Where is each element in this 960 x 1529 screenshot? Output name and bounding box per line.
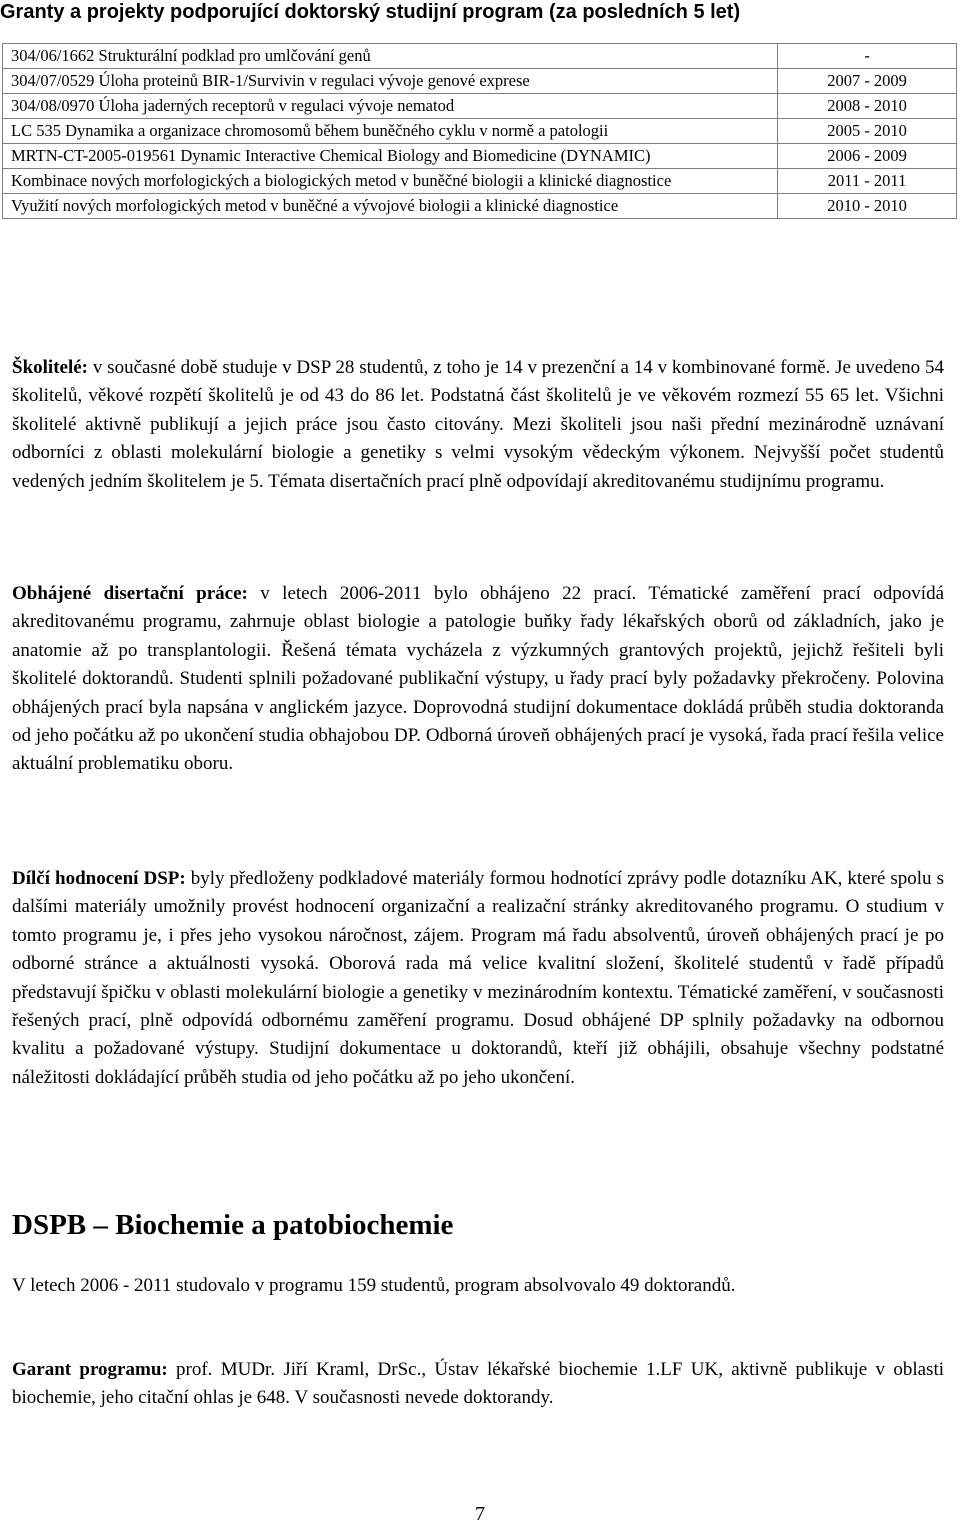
grant-name-cell: MRTN-CT-2005-019561 Dynamic Interactive Chemical Biology and Biomedicine (DYNAMIC) bbox=[3, 144, 778, 169]
grant-name-cell: 304/06/1662 Strukturální podklad pro umlčování genů bbox=[3, 44, 778, 69]
grant-years-cell: 2007 - 2009 bbox=[778, 69, 957, 94]
grant-name-cell: Kombinace nových morfologických a biologických metod v buněčné biologii a klinické diagnostice bbox=[3, 169, 778, 194]
garant-label: Garant programu: bbox=[12, 1359, 168, 1380]
garant-paragraph bbox=[12, 1356, 944, 1413]
obhajene-text: v letech 2006-2011 bylo obhájeno 22 prací. Tématické zaměření prací odpovídá akreditovanému programu, zahrnuje oblast biologie a patologie buňky řady lékařských oborů od základních, jako je anatomie až po transplantologii. Řešená témata vycházela z výzkumných grantových projektů, jejichž řešiteli byli školitelé doktorandů. Studenti splnili požadované publikační výstupy, u řady prací byly požadavky překročeny. Polovina obhájených prací byla napsána v anglickém jazyce. Doprovodná studijní dokumentace dokládá průběh studia doktoranda od jeho počátku až po ukončení studia obhajobou DP. Odborná úroveň obhájených prací je vysoká, řada prací řešila velice aktuální problematiku oboru. bbox=[12, 583, 944, 775]
grant-row bbox=[3, 194, 957, 219]
obhajene-paragraph bbox=[12, 580, 944, 779]
program-intro: V letech 2006 - 2011 studovalo v programu 159 studentů, program absolvovalo 49 doktorandů. bbox=[12, 1275, 736, 1296]
grant-row bbox=[3, 119, 957, 144]
grants-table bbox=[2, 43, 957, 219]
grants-heading: Granty a projekty podporující doktorský studijní program (za posledních 5 let) bbox=[0, 1, 741, 23]
grant-row bbox=[3, 69, 957, 94]
grant-years-cell: 2006 - 2009 bbox=[778, 144, 957, 169]
skolitele-paragraph bbox=[12, 354, 944, 496]
dilci-text: byly předloženy podkladové materiály formou hodnotící zprávy podle dotazníku AK, které spolu s dalšími materiály umožnily provést hodnocení organizační a realizační stránky akreditovaného programu. O studium v tomto programu je, i přes jeho vysokou náročnost, zájem. Program má řadu absolventů, úroveň obhájených prací je po odborné stránce a aktuálnosti vysoká. Oborová rada má velice kvalitní složení, školitelé studentů v řadě případů představují špičku v oblasti molekulární biologie a genetiky v mezinárodním kontextu. Tématické zaměření, v současnosti řešených prací, plně odpovídá odbornému zaměření programu. Dosud obhájené DP splnily požadavky na odbornou kvalitu a požadované výstupy. Studijní dokumentace u doktorandů, kteří již obhájili, obsahuje všechny podstatné náležitosti dokládající průběh studia od jeho počátku až po jeho ukončení. bbox=[12, 868, 944, 1088]
grant-name-cell: 304/07/0529 Úloha proteinů BIR-1/Survivin v regulaci vývoje genové exprese bbox=[3, 69, 778, 94]
grant-row bbox=[3, 94, 957, 119]
grant-name-cell: Využití nových morfologických metod v buněčné a vývojové biologii a klinické diagnostice bbox=[3, 194, 778, 219]
grant-name-cell: 304/08/0970 Úloha jaderných receptorů v regulaci vývoje nematod bbox=[3, 94, 778, 119]
grant-years-cell: 2011 - 2011 bbox=[778, 169, 957, 194]
skolitele-text: v současné době studuje v DSP 28 studentů, z toho je 14 v prezenční a 14 v kombinované formě. Je uvedeno 54 školitelů, věkové rozpětí školitelů je od 43 do 86 let. Podstatná část školitelů je ve věkovém rozmezí 55 65 let. Všichni školitelé aktivně publikují a jejich práce jsou často citovány. Mezi školiteli jsou naši přední mezinárodně uznávaní odborníci z oblasti molekulární biologie a genetiky s velmi vysokým vědeckým výkonem. Nejvyšší počet studentů vedených jedním školitelem je 5. Témata disertačních prací plně odpovídají akreditovanému studijnímu programu. bbox=[12, 357, 944, 492]
dilci-paragraph bbox=[12, 865, 944, 1092]
skolitele-label: Školitelé: bbox=[12, 357, 88, 378]
grant-row bbox=[3, 169, 957, 194]
grant-row bbox=[3, 44, 957, 69]
grant-name-cell: LC 535 Dynamika a organizace chromosomů během buněčného cyklu v normě a patologii bbox=[3, 119, 778, 144]
grant-years-cell: - bbox=[778, 44, 957, 69]
obhajene-label: Obhájené disertační práce: bbox=[12, 583, 248, 604]
page-number: 7 bbox=[475, 1503, 485, 1525]
grant-years-cell: 2010 - 2010 bbox=[778, 194, 957, 219]
grant-years-cell: 2005 - 2010 bbox=[778, 119, 957, 144]
dilci-label: Dílčí hodnocení DSP: bbox=[12, 868, 186, 889]
garant-text: prof. MUDr. Jiří Kraml, DrSc., Ústav lékařské biochemie 1.LF UK, aktivně publikuje v oblasti biochemie, jeho citační ohlas je 648. V současnosti nevede doktorandy. bbox=[12, 1359, 944, 1409]
grant-years-cell: 2008 - 2010 bbox=[778, 94, 957, 119]
grant-row bbox=[3, 144, 957, 169]
program-title: DSPB – Biochemie a patobiochemie bbox=[12, 1209, 454, 1241]
